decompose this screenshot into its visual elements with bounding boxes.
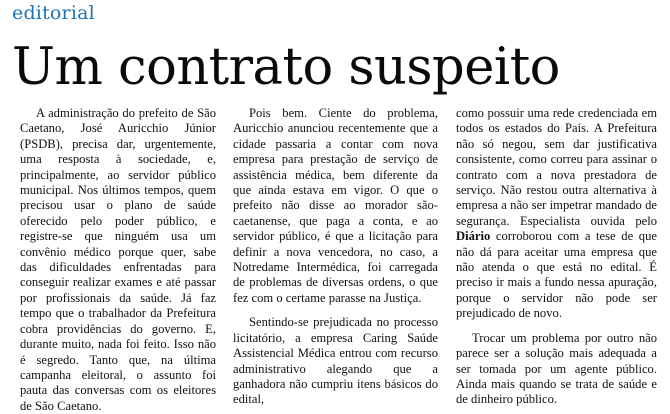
column-2-paragraph-1: Pois bem. Ciente do problema, Auricchio anunciou recentemente que a cidade passaria a contar com nova empresa para prestação de serviço de assistência médica, bem diferente da que ainda estava em vigor. O que o prefeito não disse ao morador são-caetanense, que paga a conta, e ao servidor público, é que a licitação para definir a nova vencedora, no caso, a Notredame Intermédica, foi carregada de problemas de diversas ordens, o que fez com o certame parasse na Justiça. <box>233 106 438 305</box>
article-column-2 <box>233 106 438 408</box>
column-3-paragraph-2: Trocar um problema por outro não parece ser a solução mais adequada a ser tomada por um agente público. Ainda mais quando se trata de saúde e de dinheiro público. <box>456 330 657 407</box>
article-column-3 <box>456 106 657 408</box>
column-3-paragraph-1 <box>456 106 657 322</box>
column-2-paragraph-2: Sentindo-se prejudicada no processo licitatório, a empresa Caring Saúde Assistencial Médica entrou com recurso administrativo alegando que a ganhadora não cumpriu itens básicos do edital, <box>233 315 438 407</box>
section-kicker: editorial <box>12 2 95 24</box>
column-3-paragraph-1-start: como possuir uma rede credenciada em todos os estados do País. A Prefeitura não só negou, sem dar justificativa consistente, como correu para assinar o contrato com a nova prestadora de serviço. Não restou outra alternativa à empresa a não ser impetrar mandado de segurança. Especialista ouvida pelo <box>456 106 657 228</box>
column-1-paragraph-1: A administração do prefeito de São Caetano, José Auricchio Júnior (PSDB), precisa dar, urgentemente, uma resposta à sociedade, e, principalmente, ao servidor público municipal. Nos últimos tempos, quem precisou usar o plano de saúde oferecido pelo poder público, e registre-se que ninguém usa um convênio médico porque quer, sabe das dificuldades enfrentadas para conseguir realizar exames e até passar por profissionais da saúde. Já faz tempo que o trabalhador da Prefeitura cobra providências do governo. E, durante muito, nada foi feito. Isso não é segredo. Tanto que, na última campanha eleitoral, o assunto foi pauta das conversas com os eleitores de São Caetano. <box>20 106 216 413</box>
article-column-1 <box>20 106 216 414</box>
article-headline: Um contrato suspeito <box>12 38 560 97</box>
newspaper-name: Diário <box>456 229 491 244</box>
column-3-paragraph-1-end: corroborou com a tese de que não dá para aceitar uma empresa que não atenda o que está no edital. É preciso ir mais a fundo nessa apuração, porque o servidor não pode ser prejudicado de novo. <box>456 229 657 321</box>
